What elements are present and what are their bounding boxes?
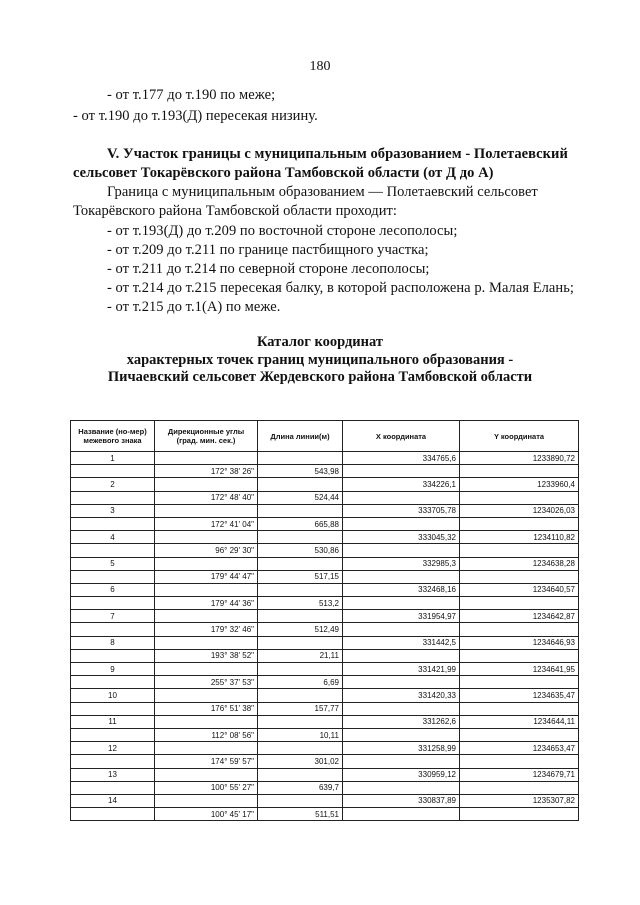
point-row [71,794,579,807]
segment-row [71,623,579,636]
page-number: 180 [309,59,331,74]
direction-angle: 179° 32' 46" [155,623,258,636]
y-coordinate: 1234026,03 [460,504,579,517]
point-row [71,478,579,491]
x-coordinate: 331954,97 [343,610,460,623]
line-length: 513,2 [258,597,343,610]
line-length: 301,02 [258,755,343,768]
y-coordinate: 1234653,47 [460,742,579,755]
x-coordinate: 331420,33 [343,689,460,702]
segment-row [71,491,579,504]
x-coordinate: 333705,78 [343,504,460,517]
line-length: 10,11 [258,728,343,741]
point-row [71,742,579,755]
line-length: 530,86 [258,544,343,557]
point-name: 14 [71,794,155,807]
line-length: 543,98 [258,465,343,478]
segment-row [71,781,579,794]
point-row [71,531,579,544]
direction-angle: 172° 38' 26" [155,465,258,478]
table-header-row [71,421,579,452]
point-name: 4 [71,531,155,544]
point-name: 7 [71,610,155,623]
point-name: 10 [71,689,155,702]
segment-row [71,728,579,741]
point-row [71,610,579,623]
segment-row [71,808,579,821]
line-length: 524,44 [258,491,343,504]
x-coordinate: 333045,32 [343,531,460,544]
intro-line: - от т.177 до т.190 по меже; [107,87,276,103]
header-length: Длина линии(м) [258,421,343,452]
y-coordinate: 1234635,47 [460,689,579,702]
y-coordinate: 1234644,11 [460,715,579,728]
point-row [71,715,579,728]
direction-angle: 96° 29' 30" [155,544,258,557]
catalog-title: Каталог координат [256,334,384,350]
boundary-item: - от т.209 до т.211 по границе пастбищного участка; [107,242,429,258]
boundary-item: - от т.215 до т.1(А) по меже. [107,299,281,315]
direction-angle: 112° 08' 56" [155,728,258,741]
x-coordinate: 332985,3 [343,557,460,570]
x-coordinate: 332468,16 [343,583,460,596]
y-coordinate: 1234679,71 [460,768,579,781]
point-row [71,636,579,649]
direction-angle: 172° 41' 04" [155,517,258,530]
y-coordinate: 1233890,72 [460,452,579,465]
point-name: 5 [71,557,155,570]
direction-angle: 193° 38' 52" [155,649,258,662]
line-length: 639,7 [258,781,343,794]
x-coordinate: 330959,12 [343,768,460,781]
point-name: 2 [71,478,155,491]
point-row [71,689,579,702]
direction-angle: 179° 44' 47" [155,570,258,583]
point-row [71,452,579,465]
x-coordinate: 331258,99 [343,742,460,755]
direction-angle: 174° 59' 57" [155,755,258,768]
direction-angle: 255° 37' 53" [155,676,258,689]
section-paragraph: Граница с муниципальным образованием — Полетаевский сельсовет [107,184,538,200]
x-coordinate: 331421,99 [343,663,460,676]
point-row [71,504,579,517]
section-heading: сельсовет Токарёвского района Тамбовской области (от Д до А) [73,165,494,181]
segment-row [71,676,579,689]
point-row [71,557,579,570]
direction-angle: 172° 48' 40" [155,491,258,504]
segment-row [71,597,579,610]
section-paragraph: Токарёвского района Тамбовской области проходит: [73,203,397,219]
point-row [71,583,579,596]
segment-row [71,570,579,583]
line-length: 21,11 [258,649,343,662]
direction-angle: 100° 55' 27" [155,781,258,794]
point-name: 9 [71,663,155,676]
point-name: 6 [71,583,155,596]
point-name: 8 [71,636,155,649]
point-name: 13 [71,768,155,781]
x-coordinate: 334765,6 [343,452,460,465]
boundary-item: - от т.211 до т.214 по северной стороне лесополосы; [107,261,430,277]
line-length: 6,69 [258,676,343,689]
direction-angle: 100° 45' 17" [155,808,258,821]
y-coordinate: 1234638,28 [460,557,579,570]
y-coordinate: 1234641,95 [460,663,579,676]
catalog-subtitle: Пичаевский сельсовет Жердевского района Тамбовской области [107,369,533,385]
boundary-item: - от т.214 до т.215 пересекая балку, в которой расположена р. Малая Елань; [107,280,574,296]
y-coordinate: 1234646,93 [460,636,579,649]
segment-row [71,465,579,478]
y-coordinate: 1234640,57 [460,583,579,596]
y-coordinate: 1233960,4 [460,478,579,491]
y-coordinate: 1234642,87 [460,610,579,623]
header-y: Y координата [460,421,579,452]
point-name: 1 [71,452,155,465]
segment-row [71,702,579,715]
header-x: X координата [343,421,460,452]
header-name: Название (но-мер) межевого знака [71,421,155,452]
point-name: 12 [71,742,155,755]
line-length: 517,15 [258,570,343,583]
line-length: 512,49 [258,623,343,636]
y-coordinate: 1234110,82 [460,531,579,544]
x-coordinate: 331442,5 [343,636,460,649]
intro-line: - от т.190 до т.193(Д) пересекая низину. [73,108,318,124]
line-length: 157,77 [258,702,343,715]
x-coordinate: 331262,6 [343,715,460,728]
x-coordinate: 330837,89 [343,794,460,807]
point-name: 3 [71,504,155,517]
direction-angle: 179° 44' 36" [155,597,258,610]
segment-row [71,517,579,530]
segment-row [71,755,579,768]
header-angle: Дирекционные углы (град. мин. сек.) [155,421,258,452]
line-length: 665,88 [258,517,343,530]
segment-row [71,544,579,557]
line-length: 511,51 [258,808,343,821]
boundary-item: - от т.193(Д) до т.209 по восточной стороне лесополосы; [107,223,458,239]
y-coordinate: 1235307,82 [460,794,579,807]
section-heading: V. Участок границы с муниципальным образованием - Полетаевский [107,146,568,162]
direction-angle: 176° 51' 38" [155,702,258,715]
catalog-subtitle: характерных точек границ муниципального образования - [126,352,514,368]
segment-row [71,649,579,662]
point-name: 11 [71,715,155,728]
x-coordinate: 334226,1 [343,478,460,491]
point-row [71,768,579,781]
coordinates-table [70,420,579,821]
point-row [71,663,579,676]
